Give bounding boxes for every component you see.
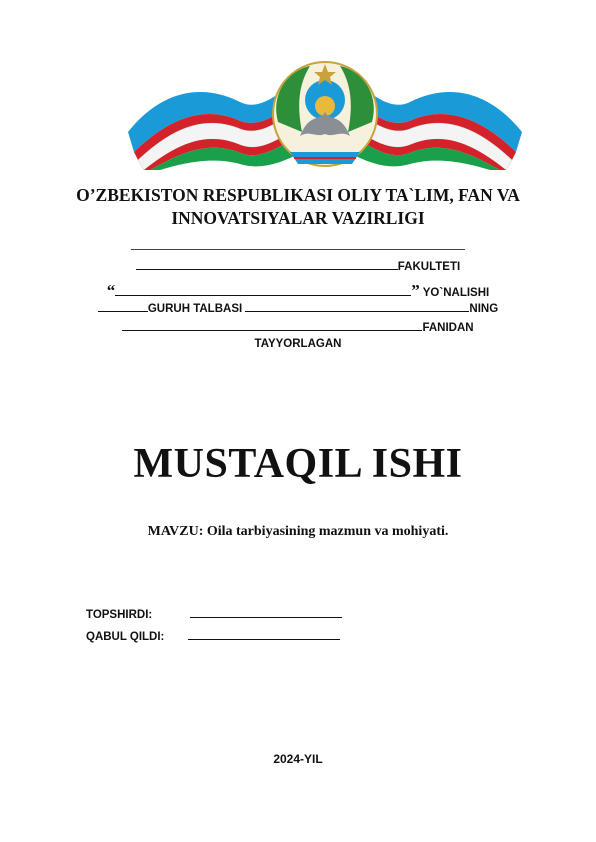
topic: MAVZU: Oila tarbiyasining mazmun va mohiyati. (147, 524, 449, 539)
direction-blank (115, 284, 411, 296)
group-number-blank (98, 300, 148, 312)
ministry-line-2: INNOVATSIYALAR VAZIRLIGI (171, 208, 425, 228)
submitted-row (86, 606, 342, 621)
direction-label: YO`NALISHI (422, 287, 490, 299)
ning-label: NING (469, 303, 499, 315)
ministry-line-1: O’ZBEKISTON RESPUBLIKASI OLIY TA`LIM, FAN VA (76, 185, 520, 205)
accepted-row (86, 628, 340, 643)
submitted-label: TOPSHIRDI: (86, 609, 153, 621)
faculty-line (0, 258, 596, 273)
group-label: GURUH TALBASI (147, 303, 243, 315)
document-title: MUSTAQIL ISHI (133, 441, 463, 487)
accepted-blank (188, 628, 340, 640)
prepared-label: TAYYORLAGAN (254, 338, 342, 350)
student-name-blank (245, 300, 469, 312)
blank-line-university (0, 238, 596, 253)
subject-label: FANIDAN (422, 322, 474, 334)
group-line (0, 300, 596, 315)
subject-line (0, 319, 596, 334)
open-quote: “ (106, 281, 116, 300)
direction-line (0, 281, 596, 301)
faculty-label: FAKULTETI (397, 261, 461, 273)
submitted-blank (190, 606, 342, 618)
accepted-label: QABUL QILDI: (86, 631, 165, 643)
ministry-name (0, 184, 596, 230)
blank-field (131, 238, 465, 250)
close-quote: ” (411, 281, 420, 300)
subject-blank (122, 319, 422, 331)
state-emblem-with-flags (120, 52, 530, 170)
coat-of-arms-icon (273, 62, 377, 166)
year: 2024-YIL (273, 752, 323, 766)
faculty-blank (136, 258, 398, 270)
